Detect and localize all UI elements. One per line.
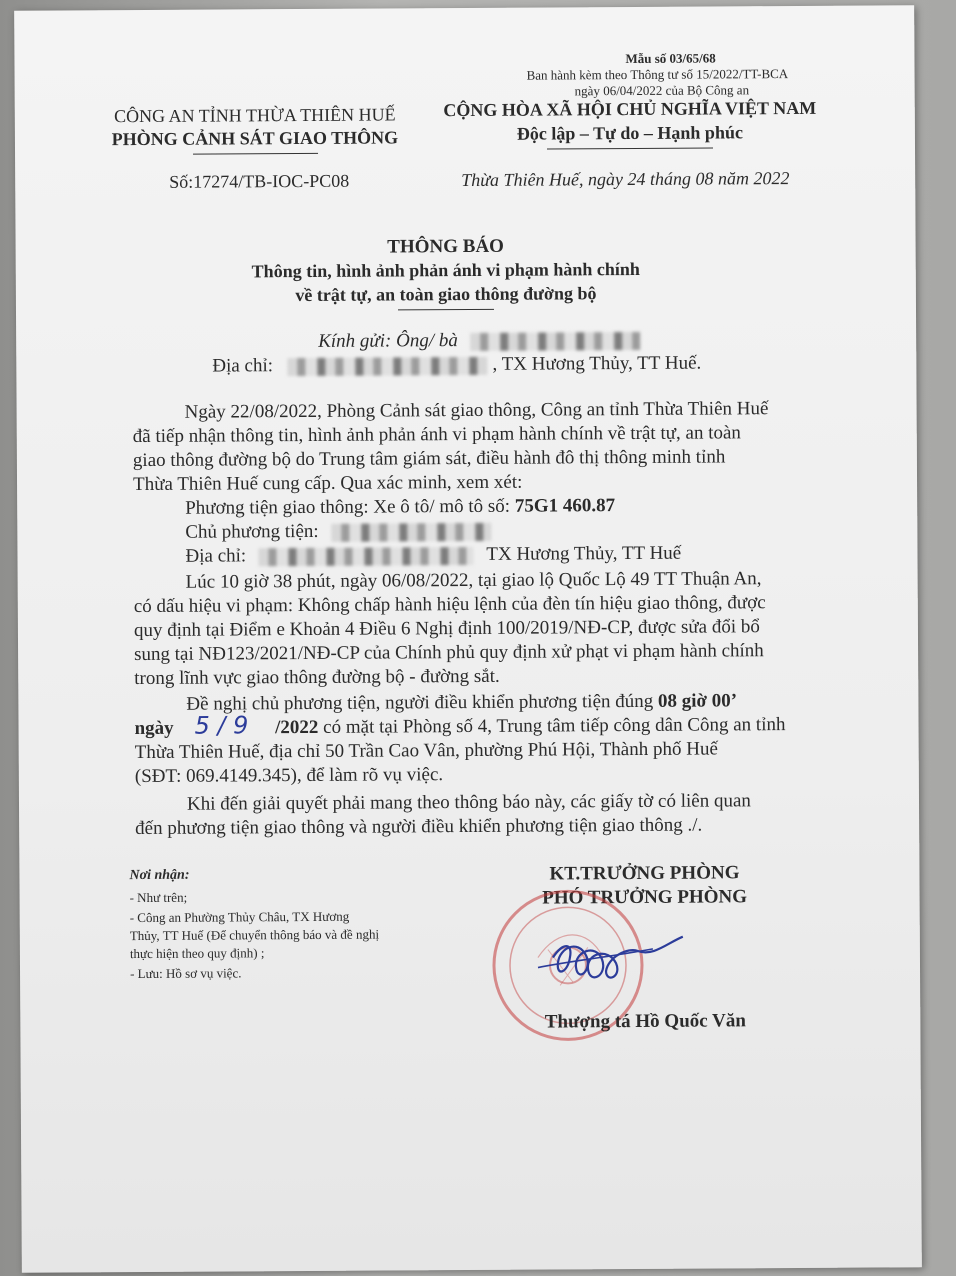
recipient-to — [318, 329, 641, 353]
p1-line-3: giao thông đường bộ do Trung tâm giám sát, điều hành đô thị thông minh tỉnh — [132, 446, 726, 472]
p4-line-1: Khi đến giải quyết phải mang theo thông báo này, các giấy tờ có liên quan — [186, 790, 751, 815]
form-issued-by: Ban hành kèm theo Thông tư số 15/2022/TT-BCA — [526, 66, 789, 83]
p2-line-4: sung tại NĐ123/2021/NĐ-CP của Chính phủ quy định xử phạt vi phạm hành chính — [134, 640, 764, 666]
handwritten-date: 5 / 9 — [194, 711, 249, 740]
p3-line-1 — [186, 690, 737, 715]
signer-name: Thượng tá Hồ Quốc Văn — [544, 1010, 746, 1033]
p1-line-4: Thừa Thiên Huế cung cấp. Qua xác minh, xem xét: — [132, 471, 523, 496]
p2-line-5: trong lĩnh vực giao thông đường bộ - đường sắt. — [134, 665, 500, 690]
redacted-owner-address — [259, 547, 474, 566]
form-date: ngày 06/04/2022 của Bộ Công an — [574, 82, 750, 99]
recipient-item-2b: Thủy, TT Huế (Để chuyển thông báo và đề nghị — [129, 926, 380, 944]
recipient-address-tail: , TX Hương Thủy, TT Huế. — [492, 352, 702, 375]
appointment-time: 08 giờ 00’ — [657, 690, 738, 712]
place-date: Thừa Thiên Huế, ngày 24 tháng 08 năm 2022 — [461, 168, 790, 191]
notice-title: THÔNG BÁO — [387, 235, 504, 258]
agency-underline — [193, 153, 318, 155]
p3-line-3: Thừa Thiên Huế, địa chỉ 50 Trần Cao Vân, phường Phú Hội, Thành phố Huế — [134, 738, 718, 764]
recipient-address-label: Địa chỉ: — [212, 355, 274, 377]
vehicle-line — [185, 495, 615, 520]
p2-line-1: Lúc 10 giờ 38 phút, ngày 06/08/2022, tại giao lộ Quốc Lộ 49 TT Thuận An, — [185, 568, 762, 593]
motto-underline — [547, 147, 713, 149]
country-name: CỘNG HÒA XÃ HỘI CHỦ NGHĨA VIỆT NAM — [443, 97, 817, 121]
owner-address-label: Địa chỉ: — [185, 545, 247, 567]
appointment-day-label: ngày — [134, 717, 174, 740]
owner-line — [185, 520, 491, 544]
p2-line-2: có dấu hiệu vi phạm: Không chấp hành hiệu lệnh của đèn tín hiệu giao thông, được — [133, 592, 766, 618]
agency-parent: CÔNG AN TỈNH THỪA THIÊN HUẾ — [114, 104, 396, 127]
p1-line-1: Ngày 22/08/2022, Phòng Cảnh sát giao thông, Công an tỉnh Thừa Thiên Huế — [184, 398, 769, 423]
redacted-recipient-address — [288, 357, 488, 376]
p2-line-3: quy định tại Điểm e Khoản 4 Điều 6 Nghị định 100/2019/NĐ-CP, được sửa đổi bổ — [133, 616, 760, 642]
recipient-address — [212, 353, 701, 378]
motto: Độc lập – Tự do – Hạnh phúc — [516, 122, 743, 144]
agency-name: PHÒNG CẢNH SÁT GIAO THÔNG — [111, 127, 399, 150]
redacted-owner-name — [331, 522, 491, 541]
form-code: Mẫu số 03/65/68 — [625, 50, 716, 67]
title-underline — [398, 309, 494, 311]
p1-line-2: đã tiếp nhận thông tin, hình ảnh phản ánh vi phạm hành chính về trật tự, an toàn — [132, 422, 741, 448]
recipient-item-2c: thực hiện theo quy định) ; — [129, 945, 265, 962]
sign-role: PHÓ TRƯỞNG PHÒNG — [542, 886, 748, 909]
notice-subtitle-2: về trật tự, an toàn giao thông đường bộ — [295, 283, 597, 306]
recipient-item-1: - Như trên; — [129, 889, 188, 906]
p3-line-2-tail: có mặt tại Phòng số 4, Trung tâm tiếp công dân Công an tỉnh — [323, 714, 786, 738]
redacted-recipient-name — [471, 332, 641, 351]
owner-address-tail: TX Hương Thủy, TT Huế — [486, 542, 682, 565]
recipients-title: Nơi nhận: — [129, 867, 190, 884]
vehicle-plate: 75G1 460.87 — [514, 495, 616, 517]
notice-subtitle-1: Thông tin, hình ảnh phản ánh vi phạm hành chính — [251, 258, 640, 282]
appointment-year: /2022 — [275, 716, 319, 739]
document-page — [14, 5, 922, 1272]
recipient-item-3: - Lưu: Hồ sơ vụ việc. — [129, 965, 242, 982]
p3-line-4: (SĐT: 069.4149.345), để làm rõ vụ việc. — [134, 764, 444, 788]
p4-line-2: đến phương tiện giao thông và người điều khiển phương tiện giao thông ./. — [135, 814, 703, 840]
sign-kt: KT.TRƯỞNG PHÒNG — [549, 862, 740, 885]
owner-label: Chủ phương tiện: — [185, 520, 319, 543]
doc-number: Số:17274/TB-IOC-PC08 — [169, 170, 350, 192]
vehicle-label: Phương tiện giao thông: Xe ô tô/ mô tô số: — [185, 495, 511, 519]
recipient-item-2a: - Công an Phường Thủy Châu, TX Hương — [129, 908, 350, 926]
owner-address-line — [185, 543, 681, 568]
recipient-to-label: Kính gửi: Ông/ bà — [318, 330, 458, 352]
p3-text: Đề nghị chủ phương tiện, người điều khiển phương tiện đúng — [186, 690, 654, 715]
